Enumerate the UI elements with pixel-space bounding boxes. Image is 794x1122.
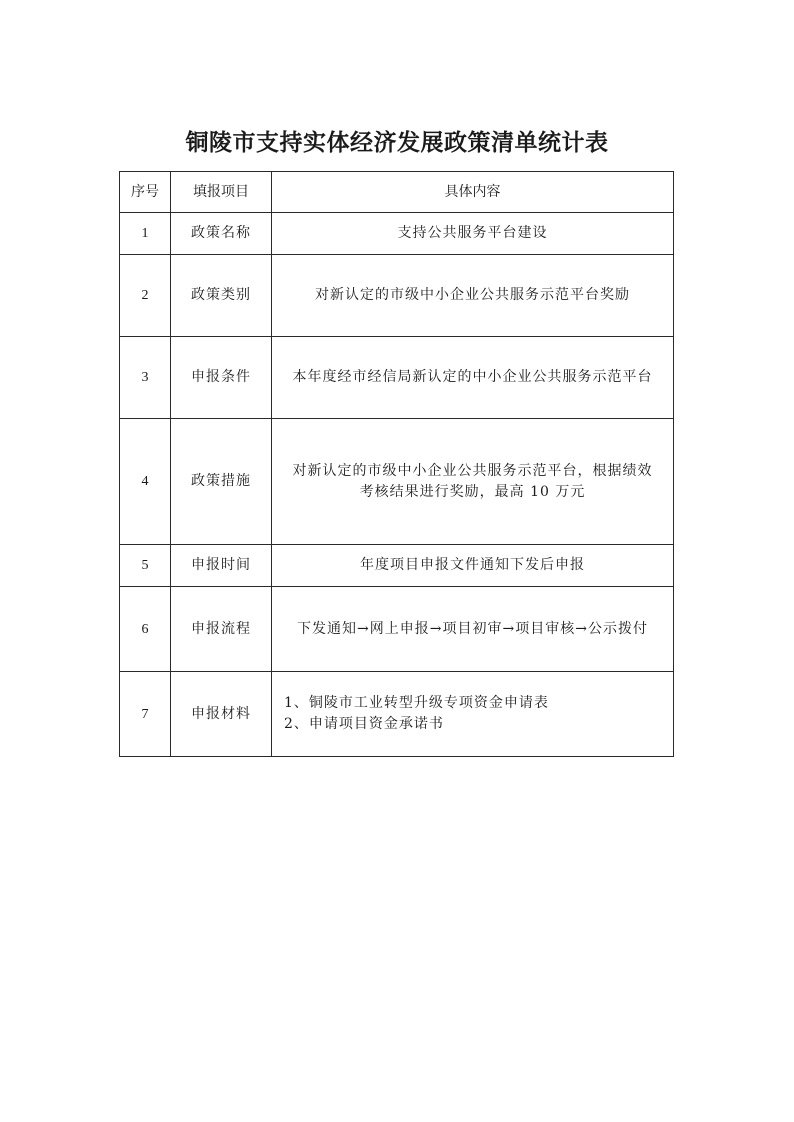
- row-item: 政策类别: [171, 255, 272, 337]
- policy-table: [119, 171, 674, 757]
- row-number: 7: [120, 672, 171, 757]
- document-title: 铜陵市支持实体经济发展政策清单统计表: [185, 129, 609, 156]
- row-content: [272, 213, 674, 255]
- header-no: 序号: [120, 172, 171, 213]
- row-number: 1: [120, 213, 171, 255]
- table-row: [120, 672, 674, 757]
- content-line: 1、铜陵市工业转型升级专项资金申请表: [284, 695, 549, 711]
- table-row: [120, 337, 674, 419]
- content-line: 下发通知→网上申报→项目初审→项目审核→公示拨付: [297, 620, 648, 637]
- table-row: [120, 255, 674, 337]
- row-number: 5: [120, 545, 171, 587]
- row-number: 6: [120, 587, 171, 672]
- table-row: [120, 587, 674, 672]
- row-content: [272, 587, 674, 672]
- row-item: 申报条件: [171, 337, 272, 419]
- content-line: 考核结果进行奖励，最高 10 万元: [359, 483, 586, 500]
- content-line: 本年度经市经信局新认定的中小企业公共服务示范平台: [292, 369, 653, 385]
- header-item: 填报项目: [171, 172, 272, 213]
- row-content: [272, 255, 674, 337]
- row-number: 3: [120, 337, 171, 419]
- row-content: [272, 419, 674, 545]
- content-line: 对新认定的市级中小企业公共服务示范平台奖励: [315, 287, 630, 303]
- table-row: [120, 545, 674, 587]
- content-line: 对新认定的市级中小企业公共服务示范平台，根据绩效: [292, 462, 653, 479]
- row-item: 申报材料: [171, 672, 272, 757]
- row-content: [272, 337, 674, 419]
- content-line: 支持公共服务平台建设: [397, 225, 548, 241]
- row-content: [272, 672, 674, 757]
- row-item: 申报流程: [171, 587, 272, 672]
- content-line: 2、申请项目资金承诺书: [284, 716, 444, 732]
- header-content: 具体内容: [272, 172, 674, 213]
- table-row: [120, 419, 674, 545]
- row-number: 2: [120, 255, 171, 337]
- row-number: 4: [120, 419, 171, 545]
- row-item: 申报时间: [171, 545, 272, 587]
- content-line: 年度项目申报文件通知下发后申报: [360, 557, 585, 573]
- row-content: [272, 545, 674, 587]
- table-row: [120, 213, 674, 255]
- row-item: 政策措施: [171, 419, 272, 545]
- table-header-row: [120, 172, 674, 213]
- row-item: 政策名称: [171, 213, 272, 255]
